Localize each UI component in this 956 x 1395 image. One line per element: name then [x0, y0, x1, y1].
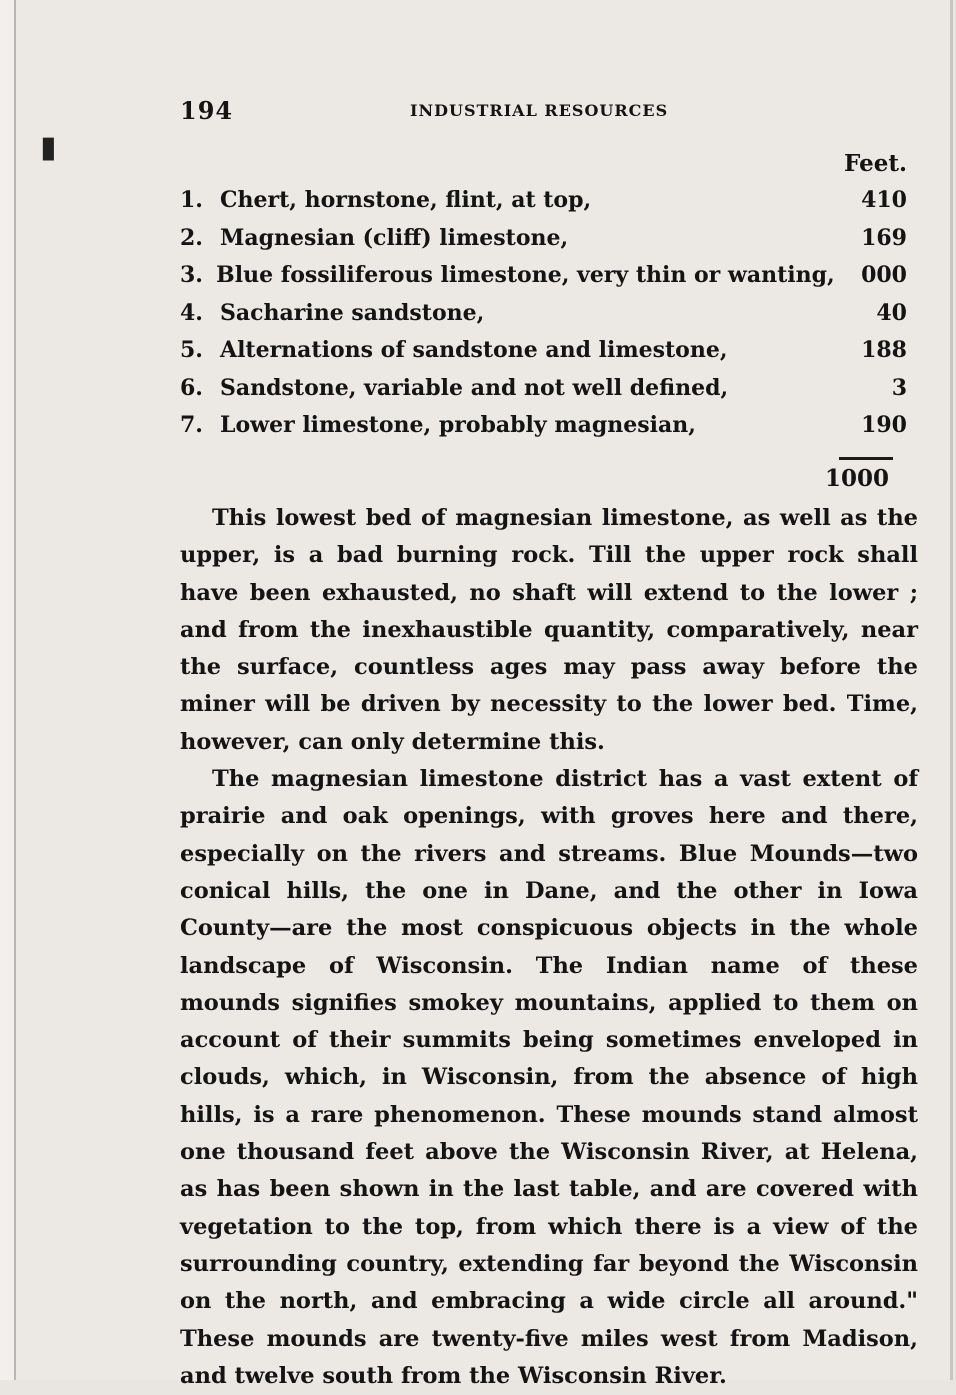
row-description: Blue fossiliferous limestone, very thin or wanting, [216, 262, 835, 288]
table-row [180, 370, 915, 408]
paragraph: The magnesian limestone district has a vast extent of prairie and oak openings, with groves here and there, especially on the rivers and streams. Blue Mounds—two conical hills, the one in Dane, and the other in Iowa County—are the most conspicuous objects in the whole landscape of Wisconsin. The Indian name of these mounds signifies smokey mountains, applied to them on account of their summits being sometimes enveloped in clouds, which, in Wisconsin, from the absence of high hills, is a rare phenomenon. These mounds stand almost one thousand feet above the Wisconsin River, at Helena, as has been shown in the last table, and are covered with vegetation to the top, from which there is a view of the surrounding country, extending far beyond the Wisconsin on the north, and embracing a wide circle all around." These mounds are twenty-five miles west from Madison, and twelve south from the Wisconsin River. [180, 766, 918, 1389]
table-row [180, 220, 915, 258]
row-feet: 169 [861, 224, 907, 251]
running-title: INDUSTRIAL RESOURCES [410, 101, 669, 120]
row-description: Lower limestone, probably magnesian, [220, 412, 696, 438]
row-feet: 000 [861, 262, 907, 288]
table-row [180, 332, 915, 370]
column-header-feet: Feet. [844, 150, 907, 177]
scan-margin [0, 0, 14, 1380]
row-number: 6. [180, 374, 203, 401]
table-row [180, 295, 915, 333]
table-row [180, 257, 915, 295]
row-feet: 188 [861, 337, 907, 363]
table-total: 1000 [824, 464, 889, 492]
row-description: Sacharine sandstone, [220, 299, 485, 326]
row-description: Magnesian (cliff) limestone, [220, 224, 569, 251]
page-header [180, 96, 915, 132]
row-feet: 410 [861, 187, 907, 213]
table-row [180, 407, 915, 445]
row-number: 1. [180, 187, 203, 213]
row-number: 7. [180, 412, 203, 438]
strata-table [180, 146, 915, 498]
paragraph: This lowest bed of magnesian limestone, as well as the upper, is a bad burning rock. Till the upper rock shall have been exhausted, no shaft will extend to the lower ; and from the inexhaustible quantity, comparatively, near the surface, countless ages may pass away before the miner will be driven by necessity to the lower bed. Time, however, can only determine this. [180, 505, 918, 755]
table-row [180, 182, 915, 220]
row-feet: 40 [876, 299, 907, 326]
margin-mark: ▮ [40, 130, 57, 165]
row-description: Sandstone, variable and not well defined, [220, 374, 729, 401]
row-number: 3. [180, 262, 203, 288]
row-description: Chert, hornstone, flint, at top, [220, 187, 592, 213]
row-number: 2. [180, 224, 203, 251]
row-feet: 190 [861, 412, 907, 438]
body-text [180, 500, 918, 1395]
row-number: 5. [180, 337, 203, 363]
row-number: 4. [180, 299, 203, 326]
page-number: 194 [180, 96, 234, 125]
row-feet: 3 [891, 374, 907, 401]
row-description: Alternations of sandstone and limestone, [220, 337, 728, 363]
